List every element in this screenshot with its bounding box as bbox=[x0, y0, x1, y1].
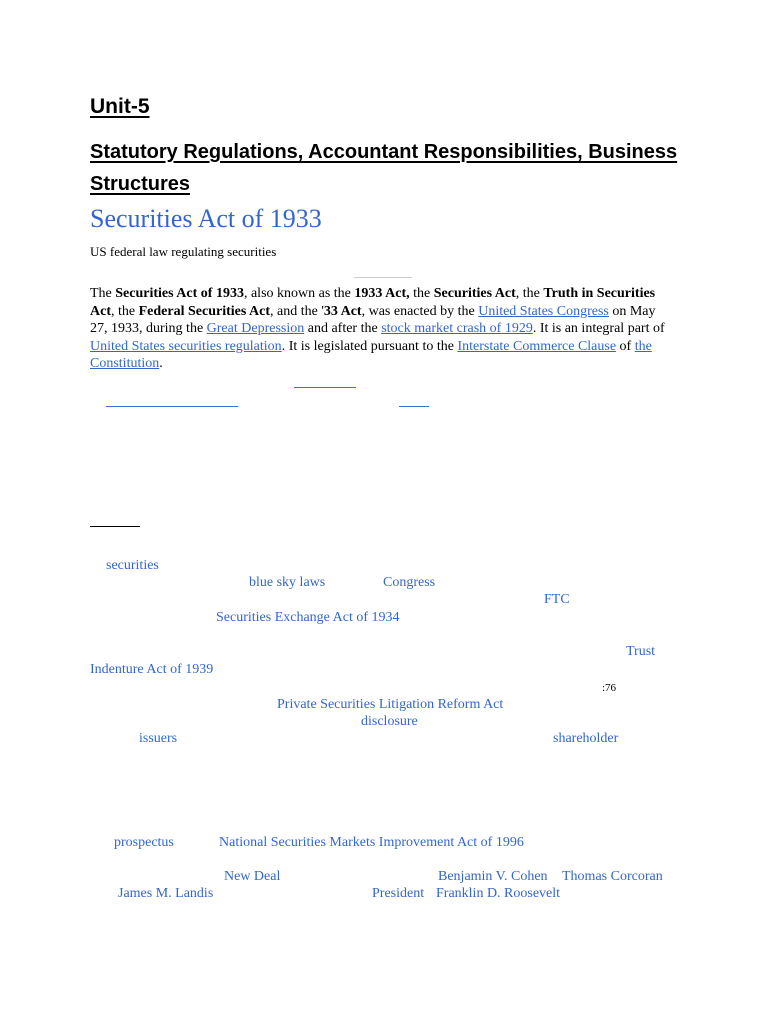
link-nsmia[interactable]: National Securities Markets Improvement Act of 1996 bbox=[219, 835, 524, 850]
link-pslra[interactable]: Private Securities Litigation Reform Act bbox=[277, 697, 504, 712]
link-new-deal[interactable]: New Deal bbox=[224, 869, 281, 884]
link-interstate-commerce-clause[interactable]: Interstate Commerce Clause bbox=[457, 338, 617, 354]
link-the-constitution[interactable]: the Constitution bbox=[90, 338, 652, 371]
reference-marker[interactable]: :76 bbox=[602, 682, 617, 694]
link-franklin-roosevelt[interactable]: Franklin D. Roosevelt bbox=[436, 886, 561, 901]
link-benjamin-cohen[interactable]: Benjamin V. Cohen bbox=[438, 869, 548, 884]
link-shareholder[interactable]: shareholder bbox=[553, 731, 619, 746]
link-disclosure[interactable]: disclosure bbox=[361, 714, 418, 729]
short-description: US federal law regulating securities bbox=[90, 244, 277, 259]
link-stock-market-crash[interactable]: stock market crash of 1929 bbox=[381, 321, 533, 336]
article-title: Securities Act of 1933 bbox=[90, 204, 322, 233]
link-blue-sky-laws[interactable]: blue sky laws bbox=[249, 575, 326, 590]
unit-title: Unit-5 bbox=[90, 95, 150, 118]
link-securities-regulation[interactable]: United States securities regulation bbox=[90, 338, 282, 354]
link-james-landis[interactable]: James M. Landis bbox=[118, 886, 214, 901]
link-great-depression[interactable]: Great Depression bbox=[206, 321, 305, 336]
link-underline[interactable] bbox=[106, 406, 238, 407]
intro-paragraph: The Securities Act of 1933, also known as the 1933 Act, the Securities Act, the Truth in Securities Act, the Federal Securities Act, and the '33 Act, was enacted by the United States Congress on May 27, 1933, during the Great Depression and after the stock market crash of 1929. It is an integral part of United States securities regulation. It is legislated pursuant to the Interstate Commerce Clause of the Constitution. bbox=[90, 286, 665, 371]
unit-subtitle: Statutory Regulations, Accountant Responsibilities, Business Structures bbox=[90, 141, 678, 195]
link-prospectus[interactable]: prospectus bbox=[114, 835, 174, 850]
link-congress[interactable]: Congress bbox=[383, 575, 436, 590]
link-ftc[interactable]: FTC bbox=[544, 592, 570, 607]
link-indenture-act[interactable]: Indenture Act of 1939 bbox=[90, 662, 214, 677]
link-trust[interactable]: Trust bbox=[626, 644, 656, 659]
link-united-states-congress[interactable]: United States Congress bbox=[478, 303, 609, 319]
link-securities[interactable]: securities bbox=[106, 558, 159, 573]
link-underline[interactable] bbox=[294, 387, 356, 388]
link-thomas-corcoran[interactable]: Thomas Corcoran bbox=[562, 869, 663, 884]
divider-line bbox=[354, 277, 412, 278]
link-exchange-act[interactable]: Securities Exchange Act of 1934 bbox=[216, 610, 400, 625]
link-issuers[interactable]: issuers bbox=[139, 731, 178, 746]
link-president[interactable]: President bbox=[372, 886, 425, 901]
section-rule bbox=[90, 526, 140, 527]
link-underline[interactable] bbox=[399, 406, 429, 407]
